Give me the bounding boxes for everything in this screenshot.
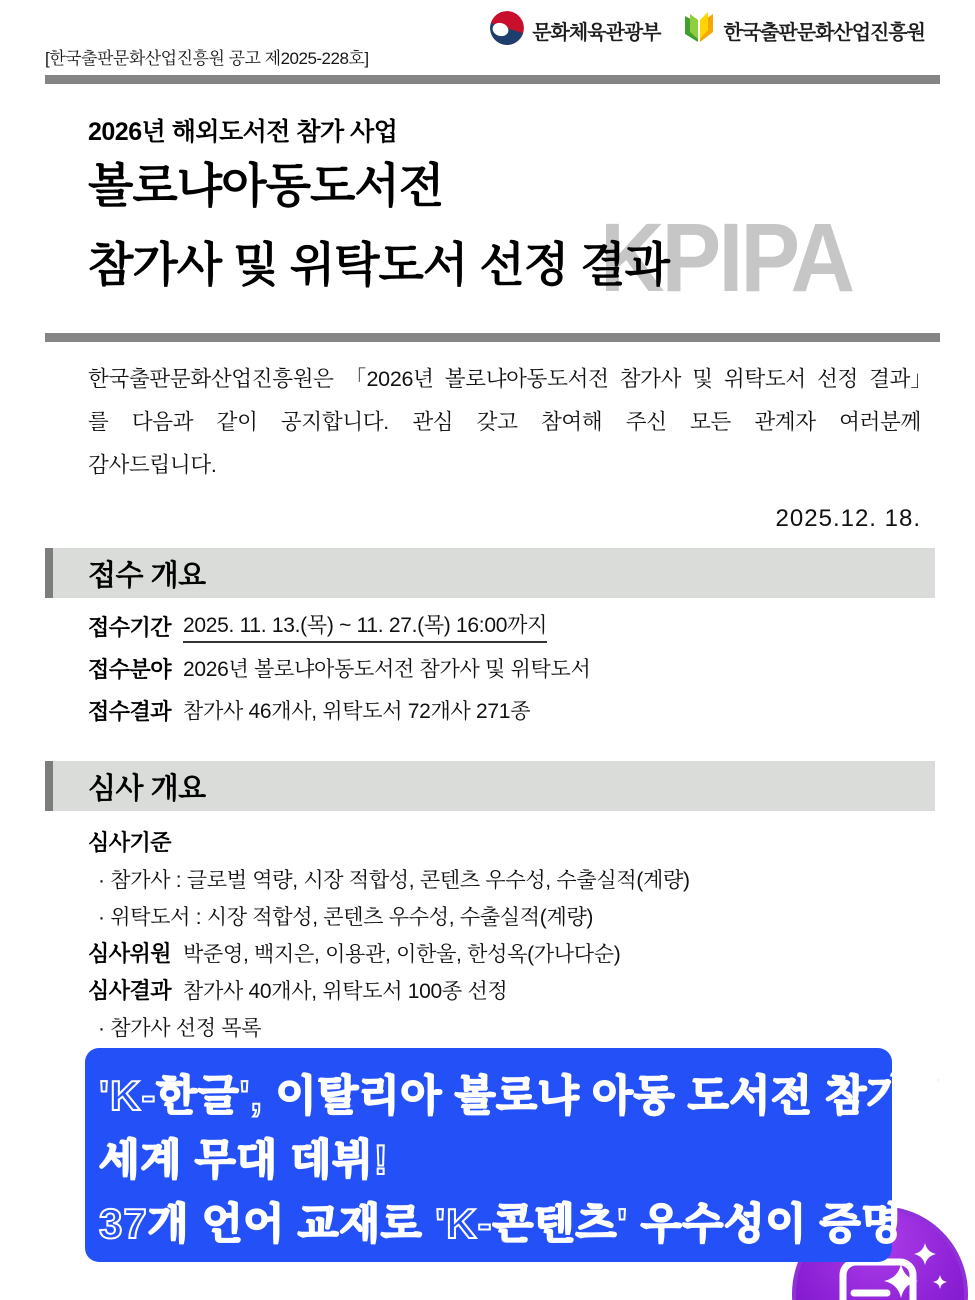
banner-line-3: 37개 언어 교재로 'K-콘텐츠' 우수성이 증명 (99, 1200, 903, 1247)
mcst-emblem-icon (489, 10, 525, 51)
kpipa-book-icon (682, 11, 716, 50)
row-label: 접수기간 (88, 614, 172, 640)
row-label: 심사위원 (88, 941, 172, 966)
row-value: 참가사 46개사, 위탁도서 72개사 271종 (183, 700, 531, 723)
divider-top (45, 75, 940, 84)
review-bullet-books: · 위탁도서 : 시장 적합성, 콘텐츠 우수성, 수출실적(계량) (98, 905, 594, 929)
intro-section (88, 358, 921, 578)
review-bullet-participants: · 참가사 : 글로벌 역량, 시장 적합성, 콘텐츠 우수성, 수출실적(계량) (98, 868, 690, 892)
kpipa-logo-label: 한국출판문화산업진흥원 (723, 22, 925, 44)
header-logos (489, 10, 925, 51)
section-header-reception (45, 548, 935, 598)
announcement-date: 2025.12. 18. (775, 505, 921, 532)
section-heading: 심사 개요 (88, 772, 206, 805)
title-line1: 볼로냐아동도서전 (88, 159, 444, 212)
banner-line-2: 세계 무대 데뷔! (99, 1136, 389, 1183)
row-value-underlined: 2025. 11. 13.(목) ~ 11. 27.(목) 16:00까지 (183, 609, 547, 643)
mcst-logo (489, 10, 660, 51)
row-reception-result (88, 689, 590, 731)
row-label: 접수분야 (88, 656, 172, 682)
title-subtitle: 2026년 해외도서전 참가 사업 (88, 118, 398, 146)
row-reception-period (88, 605, 590, 647)
reception-rows (88, 605, 590, 731)
divider-title (45, 333, 940, 342)
section-heading: 접수 개요 (88, 559, 206, 592)
intro-paragraph: 한국출판문화산업진흥원은 「2026년 볼로냐아동도서전 참가사 및 위탁도서 선정 결과」를 다음과 같이 공지합니다. 관심 갖고 참여해 주신 모든 관계자 여러분께 감사드립니다. (88, 367, 921, 477)
row-review-committee (88, 934, 690, 971)
review-bullet-selection-list: · 참가사 선정 목록 (98, 1016, 262, 1040)
review-criteria-heading: 심사기준 (88, 830, 172, 855)
row-value: 2026년 볼로냐아동도서전 참가사 및 위탁도서 (183, 658, 591, 681)
mcst-logo-label: 문화체육관광부 (532, 22, 661, 44)
title-block (88, 112, 670, 291)
row-label: 접수결과 (88, 698, 172, 724)
row-value: 참가사 40개사, 위탁도서 100종 선정 (183, 979, 508, 1003)
title-line2: 참가사 및 위탁도서 선정 결과 (88, 238, 670, 291)
row-reception-field (88, 647, 590, 689)
row-label: 심사결과 (88, 978, 172, 1003)
row-review-result (88, 971, 690, 1008)
row-value: 박준영, 백지은, 이용관, 이한울, 한성옥(가나다순) (183, 942, 621, 966)
section-header-review (45, 761, 935, 811)
kpipa-watermark: KPIPA (600, 203, 853, 312)
review-rows (88, 823, 690, 1045)
headline-banner (85, 1048, 951, 1262)
kpipa-logo (682, 11, 925, 50)
banner-line-1: 'K-한글', 이탈리아 볼로냐 아동 도서전 참가로 (99, 1072, 951, 1119)
announcement-number: [한국출판문화산업진흥원 공고 제2025-228호] (45, 49, 369, 68)
